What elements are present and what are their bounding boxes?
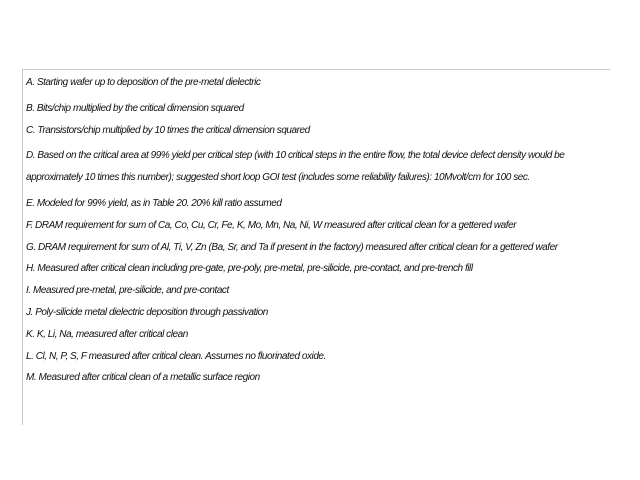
footnote-h: H. Measured after critical clean including pre-gate, pre-poly, pre-metal, pre-silicide, pre-contact, and pre-trench fill — [26, 263, 473, 275]
footnote-d: D. Based on the critical area at 99% yield per critical step (with 10 critical steps in the entire flow, the total device defect density would be approximately 10 times this number); suggested short loop GOI test (includes some reliability failures): 10Mvolt/cm for 100 sec. — [26, 150, 565, 184]
footnote-m: M. Measured after critical clean of a metallic surface region — [26, 372, 260, 384]
footnote-c: C. Transistors/chip multiplied by 10 times the critical dimension squared — [26, 124, 310, 136]
footnote-g: G. DRAM requirement for sum of Al, Ti, V, Zn (Ba, Sr, and Ta if present in the factory) measured after critical clean for a gettered wafer — [26, 241, 558, 253]
footnote-j: J. Poly-silicide metal dielectric deposition through passivation — [26, 306, 268, 318]
footnote-k: K. K, Li, Na, measured after critical clean — [26, 328, 188, 340]
footnote-a: A. Starting wafer up to deposition of the pre-metal dielectric — [26, 77, 261, 88]
footnote-e: E. Modeled for 99% yield, as in Table 20. 20% kill ratio assumed — [26, 197, 282, 209]
footnote-f: F. DRAM requirement for sum of Ca, Co, Cu, Cr, Fe, K, Mo, Mn, Na, Ni, W measured after critical clean for a gettered wafer — [26, 219, 517, 231]
footnote-b: B. Bits/chip multiplied by the critical dimension squared — [26, 102, 244, 114]
footnote-i: I. Measured pre-metal, pre-silicide, and pre-contact — [26, 285, 229, 297]
footnotes-list — [26, 72, 606, 389]
footnote-l: L. Cl, N, P, S, F measured after critical clean. Assumes no fluorinated oxide. — [26, 350, 326, 362]
